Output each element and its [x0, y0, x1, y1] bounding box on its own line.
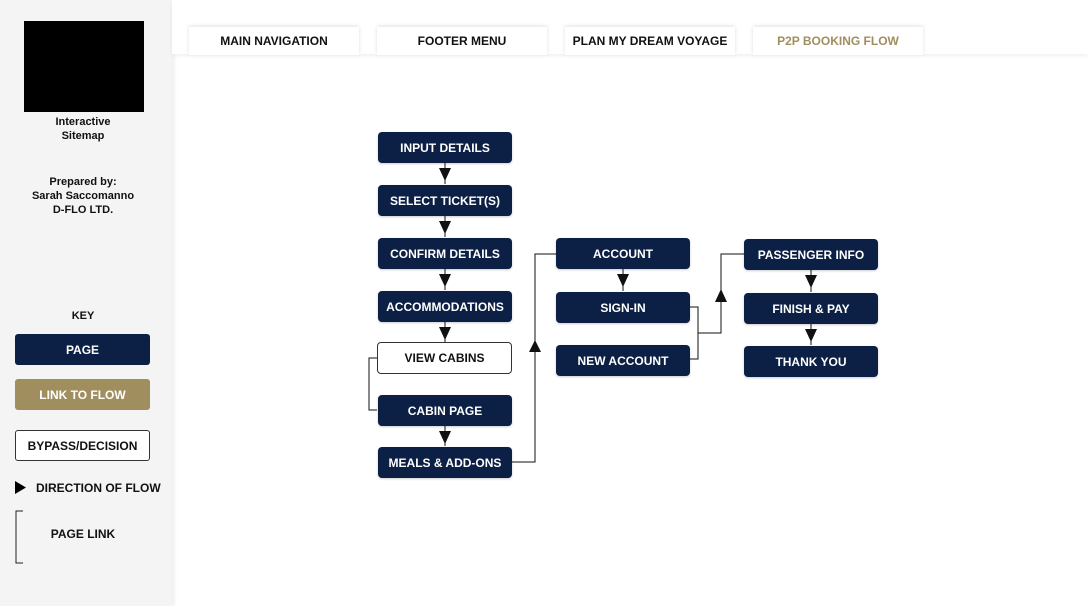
key-bypass-decision: BYPASS/DECISION	[15, 430, 150, 461]
node-new-account[interactable]: NEW ACCOUNT	[556, 345, 690, 376]
company-name: D-FLO LTD.	[52, 204, 114, 216]
title-line-1: Interactive	[55, 116, 111, 128]
node-cabin-page[interactable]: CABIN PAGE	[378, 395, 512, 426]
title-line-2: Sitemap	[61, 130, 105, 142]
node-confirm-details[interactable]: CONFIRM DETAILS	[378, 238, 512, 269]
tab-main-navigation[interactable]: MAIN NAVIGATION	[189, 27, 359, 55]
key-page: PAGE	[15, 334, 150, 365]
node-passenger-info[interactable]: PASSENGER INFO	[744, 239, 878, 270]
node-view-cabins[interactable]: VIEW CABINS	[377, 342, 512, 374]
node-account[interactable]: ACCOUNT	[556, 238, 690, 269]
tab-plan-my-dream-voyage[interactable]: PLAN MY DREAM VOYAGE	[565, 27, 735, 55]
node-sign-in[interactable]: SIGN-IN	[556, 292, 690, 323]
node-accommodations[interactable]: ACCOMMODATIONS	[378, 291, 512, 322]
author-name: Sarah Saccomanno	[31, 190, 135, 202]
node-thank-you[interactable]: THANK YOU	[744, 346, 878, 377]
node-finish-pay[interactable]: FINISH & PAY	[744, 293, 878, 324]
key-link-to-flow: LINK TO FLOW	[15, 379, 150, 410]
key-page-link-label: PAGE LINK	[50, 527, 116, 541]
tab-footer-menu[interactable]: FOOTER MENU	[377, 27, 547, 55]
key-direction-label: DIRECTION OF FLOW	[36, 481, 161, 495]
tab-p2p-booking-flow[interactable]: P2P BOOKING FLOW	[753, 27, 923, 55]
node-select-tickets[interactable]: SELECT TICKET(S)	[378, 185, 512, 216]
node-meals-addons[interactable]: MEALS & ADD-ONS	[378, 447, 512, 478]
node-input-details[interactable]: INPUT DETAILS	[378, 132, 512, 163]
key-heading: KEY	[71, 310, 95, 322]
prepared-by-label: Prepared by:	[49, 176, 117, 188]
